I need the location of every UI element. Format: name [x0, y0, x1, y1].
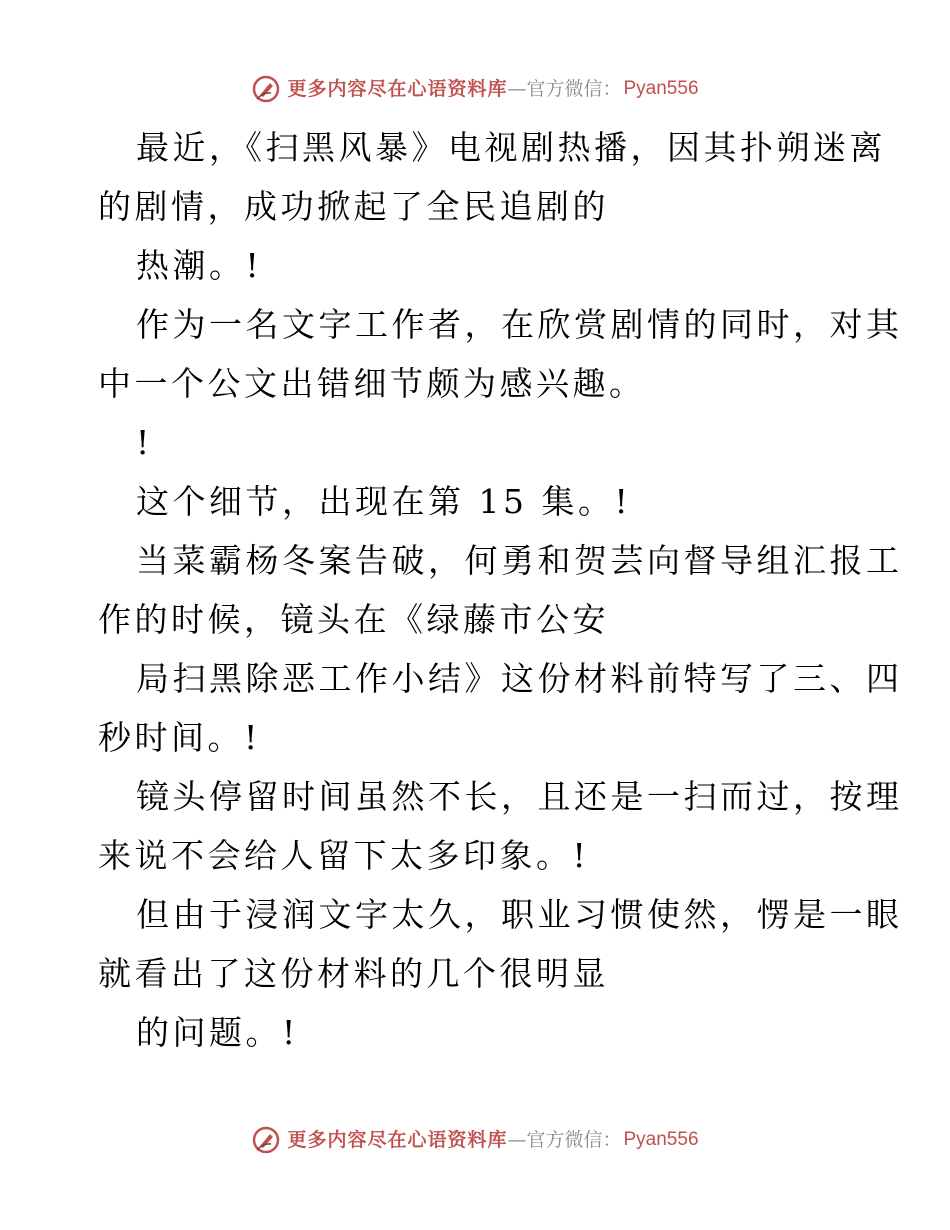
- text-line: !: [136, 423, 153, 462]
- text-line: 秒时间。!: [98, 718, 261, 757]
- text-line: 但由于浸润文字太久，职业习惯使然，愣是一眼: [136, 895, 903, 934]
- text-line: 作为一名文字工作者，在欣赏剧情的同时，对其: [136, 305, 903, 344]
- text-line: 最近，《扫黑风暴》电视剧热播，因其扑朔迷离: [136, 128, 886, 167]
- text-line: 这个细节，出现在第 15 集。!: [136, 482, 632, 521]
- text-line: 热潮。!: [136, 246, 263, 285]
- document-body: [98, 118, 903, 1062]
- text-line: 的问题。!: [136, 1013, 299, 1052]
- watermark-wechat-id: Pyan556: [623, 1129, 699, 1150]
- watermark-text: 更多内容尽在心语资料库: [287, 78, 508, 100]
- watermark-wechat-label: —官方微信：: [507, 1129, 622, 1151]
- text-line: 作的时候，镜头在《绿藤市公安: [98, 600, 609, 639]
- text-line: 的剧情，成功掀起了全民追剧的: [98, 187, 609, 226]
- text-line: 镜头停留时间虽然不长，且还是一扫而过，按理: [136, 777, 903, 816]
- text-line: 来说不会给人留下太多印象。!: [98, 836, 590, 875]
- text-line: 局扫黑除恶工作小结》这份材料前特写了三、四: [136, 659, 903, 698]
- text-line: 当菜霸杨冬案告破，何勇和贺芸向督导组汇报工: [136, 541, 903, 580]
- text-line: 中一个公文出错细节颇为感兴趣。: [98, 364, 646, 403]
- watermark-wechat-label: —官方微信：: [507, 78, 622, 100]
- text-line: 就看出了这份材料的几个很明显: [98, 954, 609, 993]
- watermark-text: 更多内容尽在心语资料库: [287, 1129, 508, 1151]
- pen-nib-logo-icon: [251, 1125, 281, 1155]
- footer-watermark: [0, 1125, 950, 1155]
- watermark-wechat-id: Pyan556: [623, 78, 699, 99]
- header-watermark: [0, 74, 950, 104]
- pen-nib-logo-icon: [251, 74, 281, 104]
